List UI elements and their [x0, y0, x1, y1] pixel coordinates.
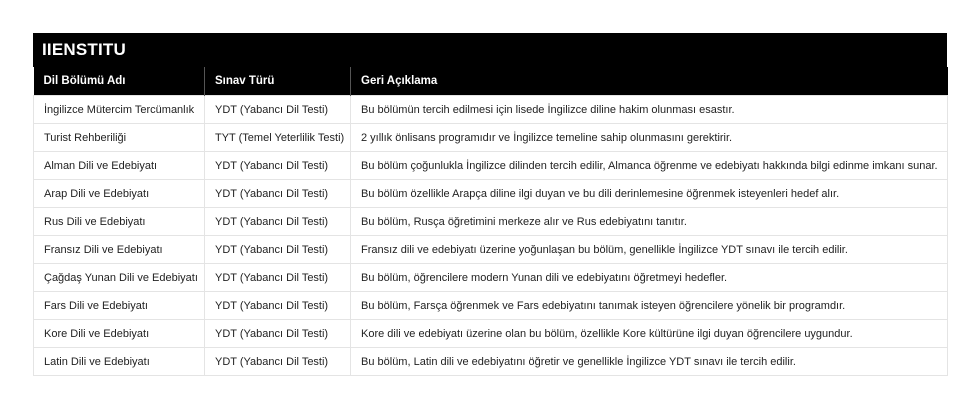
cell-description: Fransız dili ve edebiyatı üzerine yoğunlaşan bu bölüm, genellikle İngilizce YDT sınavı ile tercih edilir. [351, 236, 948, 264]
cell-exam-type: YDT (Yabancı Dil Testi) [205, 292, 351, 320]
table-row [34, 348, 948, 376]
cell-description: Bu bölüm, Latin dili ve edebiyatını öğretir ve genellikle İngilizce YDT sınavı ile tercih edilir. [351, 348, 948, 376]
table-row [34, 152, 948, 180]
cell-exam-type: YDT (Yabancı Dil Testi) [205, 208, 351, 236]
cell-department: Arap Dili ve Edebiyatı [34, 180, 205, 208]
cell-department: Çağdaş Yunan Dili ve Edebiyatı [34, 264, 205, 292]
cell-department: Alman Dili ve Edebiyatı [34, 152, 205, 180]
table-header-row [34, 67, 948, 96]
cell-exam-type: YDT (Yabancı Dil Testi) [205, 152, 351, 180]
cell-description: Bu bölüm, Farsça öğrenmek ve Fars edebiyatını tanımak isteyen öğrencilere yönelik bir programdır. [351, 292, 948, 320]
table-card [33, 33, 947, 376]
cell-exam-type: YDT (Yabancı Dil Testi) [205, 180, 351, 208]
language-departments-table [33, 67, 948, 376]
cell-exam-type: YDT (Yabancı Dil Testi) [205, 348, 351, 376]
column-header-description: Geri Açıklama [351, 67, 948, 96]
cell-description: 2 yıllık önlisans programıdır ve İngilizce temeline sahip olunmasını gerektirir. [351, 124, 948, 152]
cell-description: Bu bölüm çoğunlukla İngilizce dilinden tercih edilir, Almanca öğrenme ve edebiyatı hakkında bilgi edinme imkanı sunar. [351, 152, 948, 180]
cell-description: Bu bölüm, öğrencilere modern Yunan dili ve edebiyatını öğretmeyi hedefler. [351, 264, 948, 292]
cell-description: Bu bölüm, Rusça öğretimini merkeze alır ve Rus edebiyatını tanıtır. [351, 208, 948, 236]
cell-description: Bu bölüm özellikle Arapça diline ilgi duyan ve bu dili derinlemesine öğrenmek isteyenleri hedef alır. [351, 180, 948, 208]
table-row [34, 208, 948, 236]
cell-exam-type: YDT (Yabancı Dil Testi) [205, 236, 351, 264]
cell-exam-type: YDT (Yabancı Dil Testi) [205, 320, 351, 348]
cell-description: Kore dili ve edebiyatı üzerine olan bu bölüm, özellikle Kore kültürüne ilgi duyan öğrencilere uygundur. [351, 320, 948, 348]
table-row [34, 180, 948, 208]
column-header-department: Dil Bölümü Adı [34, 67, 205, 96]
cell-exam-type: YDT (Yabancı Dil Testi) [205, 96, 351, 124]
column-header-exam-type: Sınav Türü [205, 67, 351, 96]
table-row [34, 292, 948, 320]
cell-description: Bu bölümün tercih edilmesi için lisede İngilizce diline hakim olunması esastır. [351, 96, 948, 124]
cell-department: Latin Dili ve Edebiyatı [34, 348, 205, 376]
cell-department: Fars Dili ve Edebiyatı [34, 292, 205, 320]
cell-exam-type: YDT (Yabancı Dil Testi) [205, 264, 351, 292]
table-row [34, 96, 948, 124]
cell-department: İngilizce Mütercim Tercümanlık [34, 96, 205, 124]
cell-department: Kore Dili ve Edebiyatı [34, 320, 205, 348]
table-row [34, 124, 948, 152]
cell-exam-type: TYT (Temel Yeterlilik Testi) [205, 124, 351, 152]
cell-department: Fransız Dili ve Edebiyatı [34, 236, 205, 264]
brand-title: IIENSTITU [33, 33, 947, 67]
table-row [34, 264, 948, 292]
table-row [34, 236, 948, 264]
table-row [34, 320, 948, 348]
cell-department: Turist Rehberiliği [34, 124, 205, 152]
cell-department: Rus Dili ve Edebiyatı [34, 208, 205, 236]
